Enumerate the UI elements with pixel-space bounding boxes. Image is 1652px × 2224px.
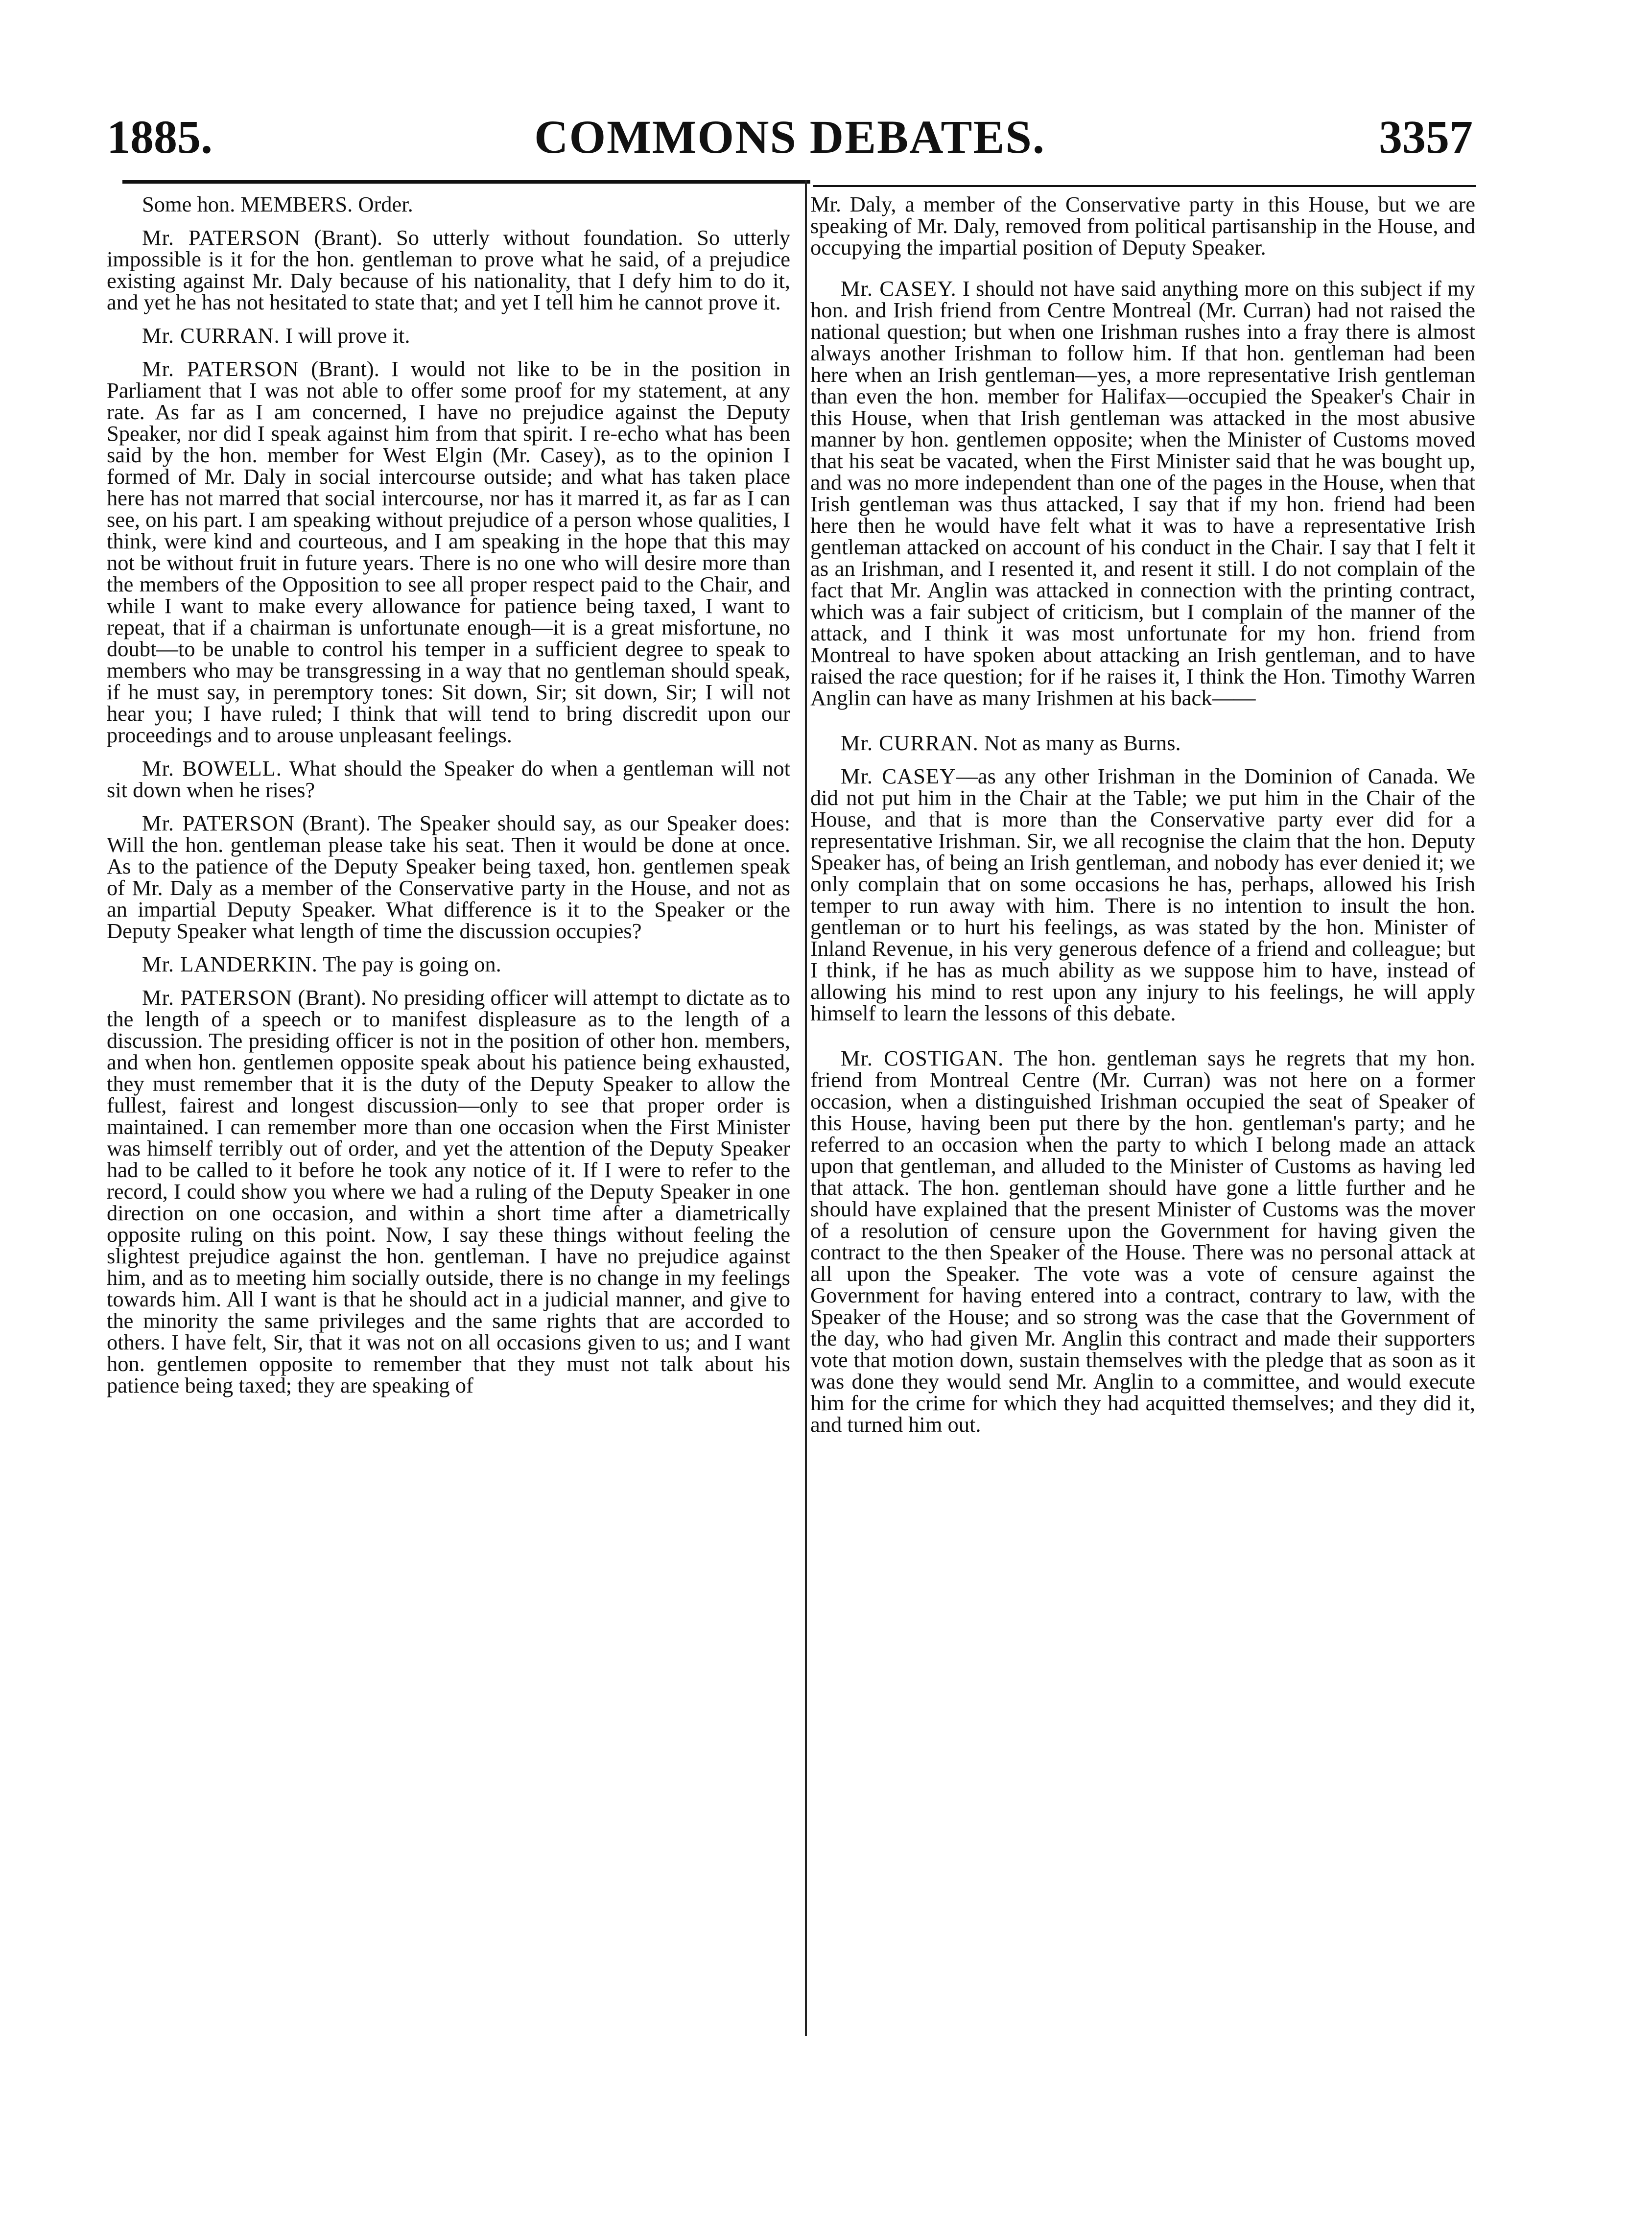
speaker-name: Mr. CURRAN. — [841, 731, 979, 755]
paragraph-text: Some hon. MEMBERS. Order. — [142, 192, 413, 216]
page-header — [107, 110, 1473, 174]
speaker-name: Mr. COSTIGAN. — [841, 1046, 1004, 1070]
paragraph — [107, 987, 790, 1396]
speaker-name: Mr. CASEY. — [841, 276, 957, 301]
paragraph-text: Not as many as Burns. — [984, 731, 1181, 755]
speaker-name: Mr. PATERSON — [142, 356, 299, 381]
header-rule-right — [813, 185, 1476, 187]
paragraph — [107, 193, 790, 215]
paragraph — [810, 193, 1475, 258]
paragraph-text: The hon. gentleman says he regrets that my hon. friend from Montreal Centre (Mr. Curran) was not here on a former occasion, when a distinguished Irishman occupied the seat of Speaker of this House, having been put there by the hon. gentleman's party; and he referred to an occasion when the party to which I belong made an attack upon that gentleman, and alluded to the Minister of Customs as having led that attack. The hon. gentleman should have gone a little further and he should have explained that the present Minister of Customs was the mover of a resolution of censure upon the Government for having given the contract to the then Speaker of the House. There was no personal attack at all upon the Speaker. The vote was a vote of censure against the Government for having entered into a contract, contrary to law, with the Speaker of the House; and so strong was the case that the Government of the day, who had given Mr. Anglin this contract and made their supporters vote that motion down, sustain themselves with the pledge that as soon as it was done they would send Mr. Anglin to a committee, and would execute him for the crime for which they had acquitted themselves; and they did it, and turned him out. — [810, 1046, 1475, 1437]
paragraph — [810, 1047, 1475, 1435]
paragraph — [810, 732, 1475, 754]
paragraph-text: (Brant). No presiding officer will attempt to dictate as to the length of a speech or to manifest displeasure as to the length of a discussion. The presiding officer is not in the position of other hon. members, and when hon. gentlemen opposite speak about his patience being exhausted, they must remember that it is the duty of the Deputy Speaker to allow the fullest, fairest and longest discussion—only to see that proper order is maintained. I can remember more than one occasion when the First Minister was himself terribly out of order, and yet the attention of the Deputy Speaker had to be called to it before he took any notice of it. If I were to refer to the record, I could show you where we had a ruling of the Deputy Speaker in one direction on one occasion, and within a short time after a diametrically opposite ruling on this point. Now, I say these things without feeling the slightest prejudice against the hon. gentleman. I have no prejudice against him, and as to meeting him socially outside, there is no change in my feelings towards him. All I want is that he should act in a judicial manner, and give to the minority the same privileges and the same rights that are accorded to others. I have felt, Sir, that it was not on all occasions given to us; and I want hon. gentlemen opposite to remember that they must not talk about his patience being taxed; they are speaking of — [107, 985, 790, 1397]
paragraph-text: (Brant). The Speaker should say, as our Speaker does: Will the hon. gentleman please take his seat. Then it would be done at once. As to the patience of the Deputy Speaker being taxed, hon. gentlemen speak of Mr. Daly as a member of the Conservative party in the House, and not as an impartial Deputy Speaker. What difference is it to the Speaker or the Deputy Speaker what length of time the discussion occupies? — [107, 811, 790, 943]
paragraph — [107, 953, 790, 975]
header-year: 1885. — [107, 111, 212, 163]
left-column — [107, 193, 790, 1408]
paragraph — [810, 765, 1475, 1024]
header-page-number: 3357 — [1379, 111, 1473, 163]
paragraph-text: I will prove it. — [285, 323, 410, 348]
speaker-name: Mr. PATERSON — [142, 225, 301, 250]
paragraph-text: (Brant). I would not like to be in the position in Parliament that I was not able to offer some proof for my statement, at any rate. As far as I am concerned, I have no prejudice against the Deputy Speaker, nor did I speak against him from that spirit. I re-echo what has been said by the hon. member for West Elgin (Mr. Casey), as to the opinion I formed of Mr. Daly in social intercourse outside; and what has taken place here has not marred that social intercourse, nor has it marred it, as far as I can see, on his part. I am speaking without prejudice of a person whose qualities, I think, were kind and courteous, and I am speaking in the hope that this may not be without fruit in future years. There is no one who will desire more than the members of the Opposition to see all proper respect paid to the Chair, and while I want to make every allowance for patience being taxed, I want to repeat, that if a chairman is unfortunate enough—it is a great misfortune, no doubt—to be unable to control his temper in a sufficient degree to speak to members who may be transgressing in a way that no gentleman should speak, if he must say, in peremptory tones: Sit down, Sir; sit down, Sir; I will not hear you; I have ruled; I think that will tend to bring discredit upon our proceedings and to arouse unpleasant feelings. — [107, 356, 791, 747]
paragraph-text: What should the Speaker do when a gentleman will not sit down when he rises? — [107, 756, 790, 802]
paragraph — [107, 358, 790, 746]
paragraph-text: Mr. Daly, a member of the Conservative party in this House, but we are speaking of Mr. Daly, removed from political partisanship in the House, and occupying the impartial position of Deputy Speaker. — [810, 192, 1475, 260]
paragraph — [107, 227, 790, 313]
paragraph — [810, 278, 1475, 709]
paragraph — [107, 325, 790, 346]
speaker-name: Mr. PATERSON — [142, 811, 295, 835]
speaker-name: Mr. CURRAN. — [142, 323, 280, 348]
speaker-name: Mr. CASEY — [841, 764, 956, 788]
paragraph — [107, 812, 790, 942]
speaker-name: Mr. LANDERKIN. — [142, 952, 318, 976]
right-column — [810, 193, 1475, 1447]
header-title: COMMONS DEBATES. — [534, 111, 1045, 163]
speaker-name: Mr. BOWELL. — [142, 756, 282, 781]
paragraph-text: —as any other Irishman in the Dominion of Canada. We did not put him in the Chair at the Table; we put him in the Chair of the House, and that is more than the Conservative party ever did for a representative Irishman. Sir, we all recognise the claim that the hon. Deputy Speaker has, of being an Irish gentleman, and nobody has ever denied it; we only complain that on some occasions he has, perhaps, allowed his Irish temper to run away with him. There is no intention to insult the hon. gentleman or to hurt his feelings, as was stated by the hon. Minister of Inland Revenue, in his very generous defence of a friend and colleague; but I think, if he has as much ability as we suppose him to have, instead of allowing his mind to rest upon any injury to his feelings, he will apply himself to learn the lessons of this debate. — [810, 764, 1475, 1025]
paragraph-text: I should not have said anything more on this subject if my hon. and Irish friend from Centre Montreal (Mr. Curran) had not raised the national question; but when one Irishman rushes into a fray there is almost always another Irishman to follow him. If that hon. gentleman had been here when an Irish gentleman—yes, a more representative Irish gentleman than even the hon. member for Halifax—occupied the Speaker's Chair in this House, when that Irish gentleman was attacked in the most abusive manner by hon. gentlemen opposite; when the Minister of Customs moved that his seat be vacated, when the First Minister said that he was bought up, and was no more independent than one of the pages in the House, when that Irish gentleman was thus attacked, I say that if my hon. friend had been here then he would have felt what it was to have a representative Irish gentleman attacked on account of his conduct in the Chair. I say that I felt it as an Irishman, and I resented it, and resent it still. I do not complain of the fact that Mr. Anglin was attacked in connection with the printing contract, which was a fair subject of criticism, but I complain of the manner of the attack, and I think it was most unfortunate for my hon. friend from Montreal to have spoken about attacking an Irish gentleman, and to have raised the race question; for if he raises it, I think the Hon. Timothy Warren Anglin can have as many Irishmen at his back—— — [810, 276, 1475, 710]
paragraph-text: The pay is going on. — [323, 952, 501, 976]
header-rule-left — [122, 180, 810, 184]
paragraph — [107, 757, 790, 801]
paragraph-text: (Brant). So utterly without foundation. So utterly impossible is it for the hon. gentleman to prove what he said, of a prejudice existing against Mr. Daly because of his nationality, that I defy him to do it, and yet he has not hesitated to state that; and yet I tell him he cannot prove it. — [107, 225, 790, 314]
column-divider — [805, 180, 807, 2036]
speaker-name: Mr. PATERSON — [142, 985, 293, 1010]
